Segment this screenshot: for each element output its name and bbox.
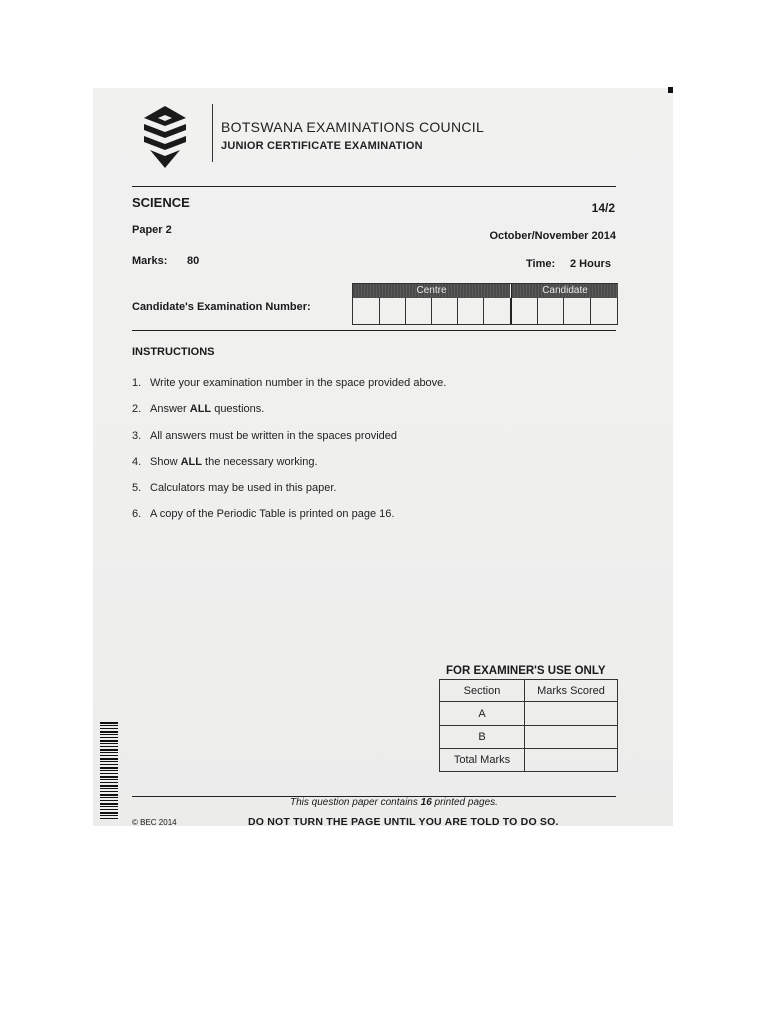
total-marks-cell: Total Marks (440, 749, 525, 772)
candidate-number-grid[interactable] (352, 283, 618, 325)
subject-title: SCIENCE (132, 195, 190, 210)
candidate-number-label: Candidate's Examination Number: (132, 301, 311, 313)
council-name: BOTSWANA EXAMINATIONS COUNCIL (221, 119, 485, 135)
header-rule (132, 186, 616, 187)
number-cell[interactable] (563, 298, 564, 324)
copyright-notice: © BEC 2014 (132, 818, 177, 827)
paper-number: Paper 2 (132, 224, 172, 236)
examiner-use-title: FOR EXAMINER'S USE ONLY (446, 665, 606, 677)
time-label: Time: (526, 258, 556, 270)
time-value: 2 Hours (570, 258, 611, 270)
centre-header: Centre (353, 284, 510, 298)
exam-session: October/November 2014 (489, 230, 616, 242)
scan-corner-mark (668, 87, 673, 93)
page-count-note: This question paper contains 16 printed pages. (290, 797, 498, 808)
bec-logo-icon (140, 104, 190, 170)
section-b-cell: B (440, 726, 525, 749)
section-a-marks-cell[interactable] (525, 702, 618, 726)
examiner-marks-table (439, 679, 618, 772)
barcode-icon (100, 722, 118, 820)
column-header-marks: Marks Scored (525, 680, 618, 702)
instruction-item: 3. All answers must be written in the spaces provided (132, 430, 398, 442)
marks-value: 80 (187, 255, 200, 267)
instruction-item: 5. Calculators may be used in this paper. (132, 482, 337, 494)
section-a-cell: A (440, 702, 525, 726)
do-not-turn-warning: DO NOT TURN THE PAGE UNTIL YOU ARE TOLD TO DO SO. (248, 816, 559, 828)
marks-label: Marks: (132, 255, 168, 267)
number-cell[interactable] (457, 298, 458, 324)
logo-divider (212, 104, 213, 162)
number-cell[interactable] (510, 298, 512, 324)
number-cell[interactable] (537, 298, 538, 324)
number-cell[interactable] (431, 298, 432, 324)
number-cell[interactable] (483, 298, 484, 324)
section-b-marks-cell[interactable] (525, 726, 618, 749)
instruction-item: 1. Write your examination number in the space provided above. (132, 377, 447, 389)
column-header-section: Section (440, 680, 525, 702)
number-cell[interactable] (379, 298, 380, 324)
section-rule (132, 330, 616, 331)
instruction-item: 2. Answer ALL questions. (132, 403, 265, 415)
exam-name: JUNIOR CERTIFICATE EXAMINATION (221, 140, 423, 152)
instruction-item: 4. Show ALL the necessary working. (132, 456, 318, 468)
number-cell[interactable] (405, 298, 406, 324)
total-marks-value-cell[interactable] (525, 749, 618, 772)
instruction-item: 6. A copy of the Periodic Table is printed on page 16. (132, 508, 395, 520)
number-cell[interactable] (590, 298, 591, 324)
paper-code: 14/2 (591, 201, 615, 215)
instructions-title: INSTRUCTIONS (132, 346, 215, 358)
candidate-header: Candidate (511, 284, 618, 298)
